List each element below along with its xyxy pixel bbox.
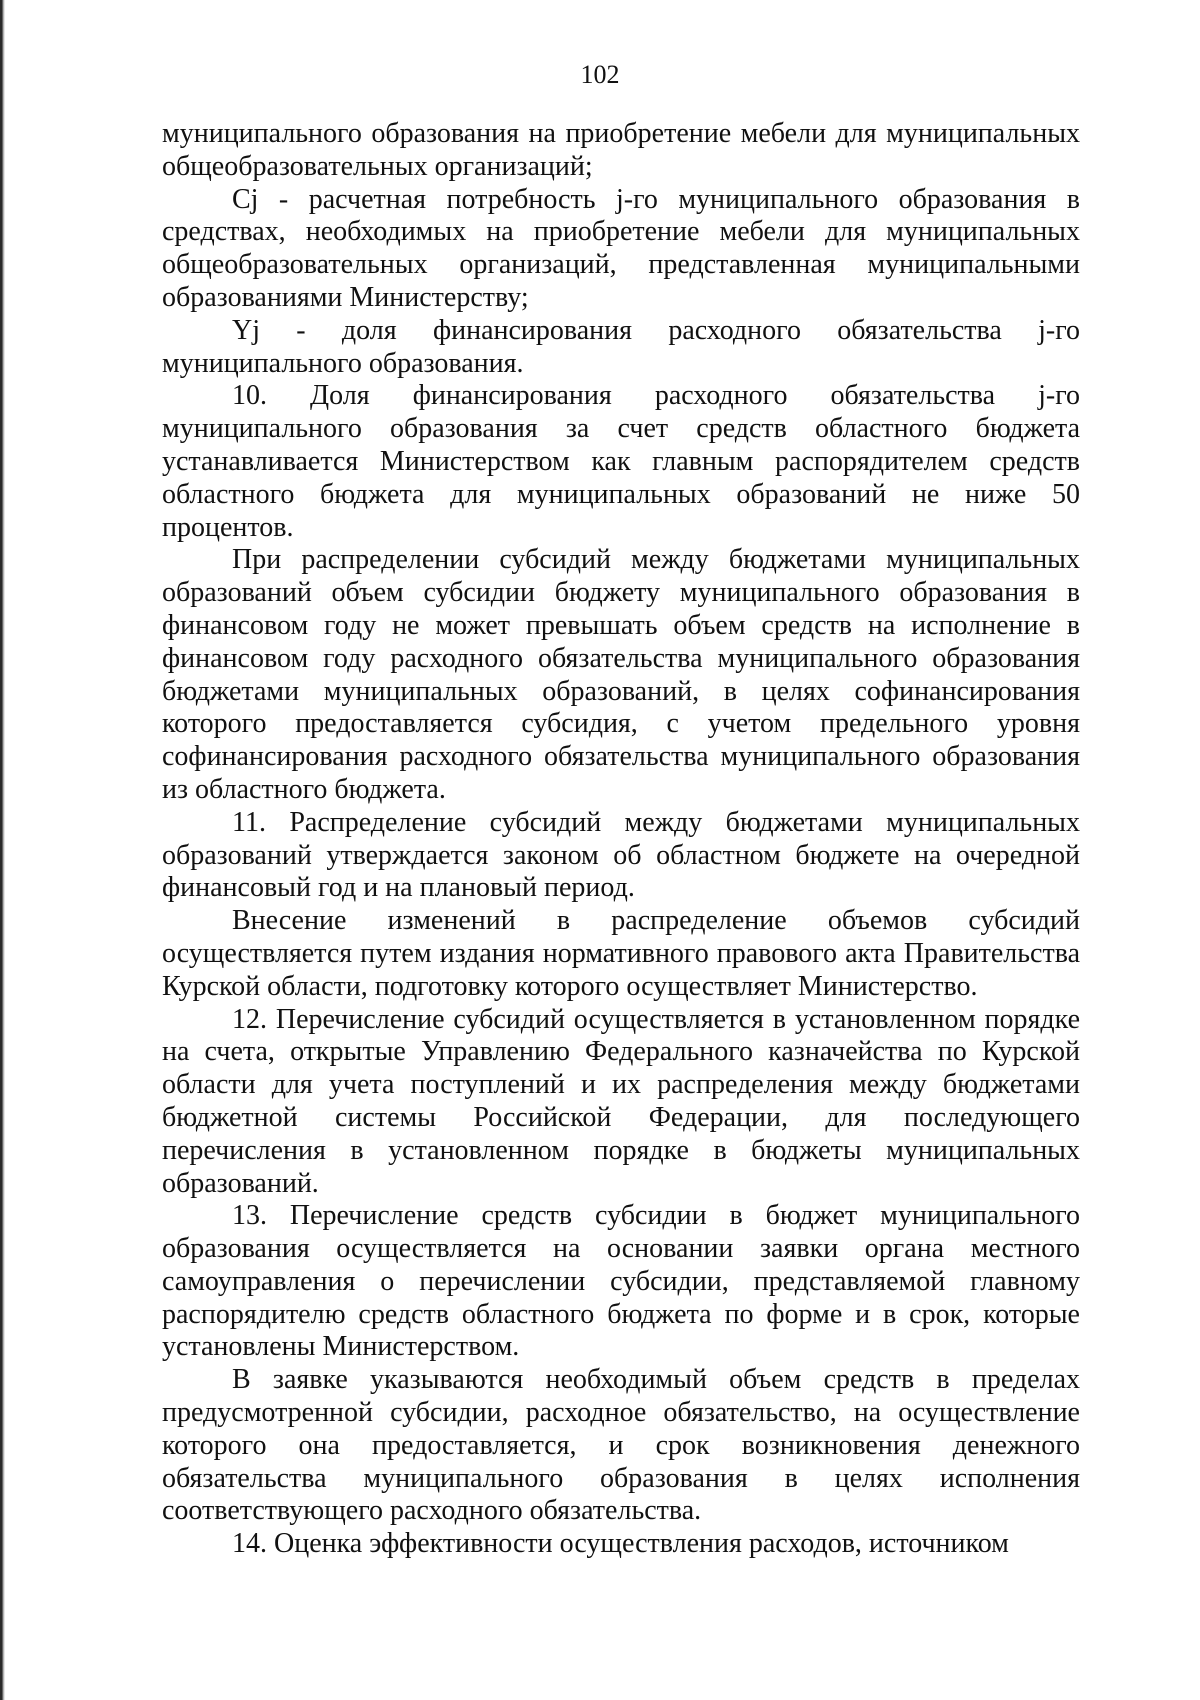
page-number: 102 [580, 60, 620, 89]
document-body [162, 118, 1080, 1561]
paragraph-item-14: 14. Оценка эффективности осуществления расходов, источником [232, 1528, 1009, 1560]
paragraph-item-12: 12. Перечисление субсидий осуществляется в установленном порядке на счета, открытые Управлению Федерального казначейства по Курской области для учета поступлений и их распределения между бюджетами бюджетной системы Российской Федерации, для последующего перечисления в установленном порядке в бюджеты муниципальных образований. [162, 1003, 1080, 1199]
paragraph-amendments: Внесение изменений в распределение объемов субсидий осуществляется путем издания нормативного правового акта Правительства Курской области, подготовку которого осуществляет Министерство. [162, 905, 1080, 1002]
scan-edge [0, 0, 5, 1700]
paragraph-item-11: 11. Распределение субсидий между бюджетами муниципальных образований утверждается законом об областном бюджете на очередной финансовый год и на плановый период. [162, 806, 1080, 904]
paragraph-cj-definition: Cj - расчетная потребность j-го муниципального образования в средствах, необходимых на приобретение мебели для муниципальных общеобразовательных организаций, представленная муниципальными образованиями Министерству; [162, 183, 1080, 313]
paragraph-distribution-limit: При распределении субсидий между бюджетами муниципальных образований объем субсидии бюджету муниципального образования в финансовом году не может превышать объем средств на исполнение в финансовом году расходного обязательства муниципального образования бюджетами муниципальных образований, в целях софинансирования которого предоставляется субсидия, с учетом предельного уровня софинансирования расходного обязательства муниципального образования из областного бюджета. [162, 544, 1080, 805]
paragraph-item-13: 13. Перечисление средств субсидии в бюджет муниципального образования осуществляется на основании заявки органа местного самоуправления о перечислении субсидии, представляемой главному распорядителю средств областного бюджета по форме и в срок, которые установлены Министерством. [162, 1200, 1080, 1363]
paragraph-continuation: муниципального образования на приобретение мебели для муниципальных общеобразовательных организаций; [162, 118, 1080, 182]
paragraph-item-10: 10. Доля финансирования расходного обязательства j-го муниципального образования за счет средств областного бюджета устанавливается Министерством как главным распорядителем средств областного бюджета для муниципальных образований не ниже 50 процентов. [162, 380, 1080, 543]
paragraph-application: В заявке указываются необходимый объем средств в пределах предусмотренной субсидии, расходное обязательство, на осуществление которого она предоставляется, и срок возникновения денежного обязательства муниципального образования в целях исполнения соответствующего расходного обязательства. [162, 1364, 1080, 1527]
paragraph-yj-definition: Yj - доля финансирования расходного обязательства j-го муниципального образования. [162, 314, 1080, 379]
